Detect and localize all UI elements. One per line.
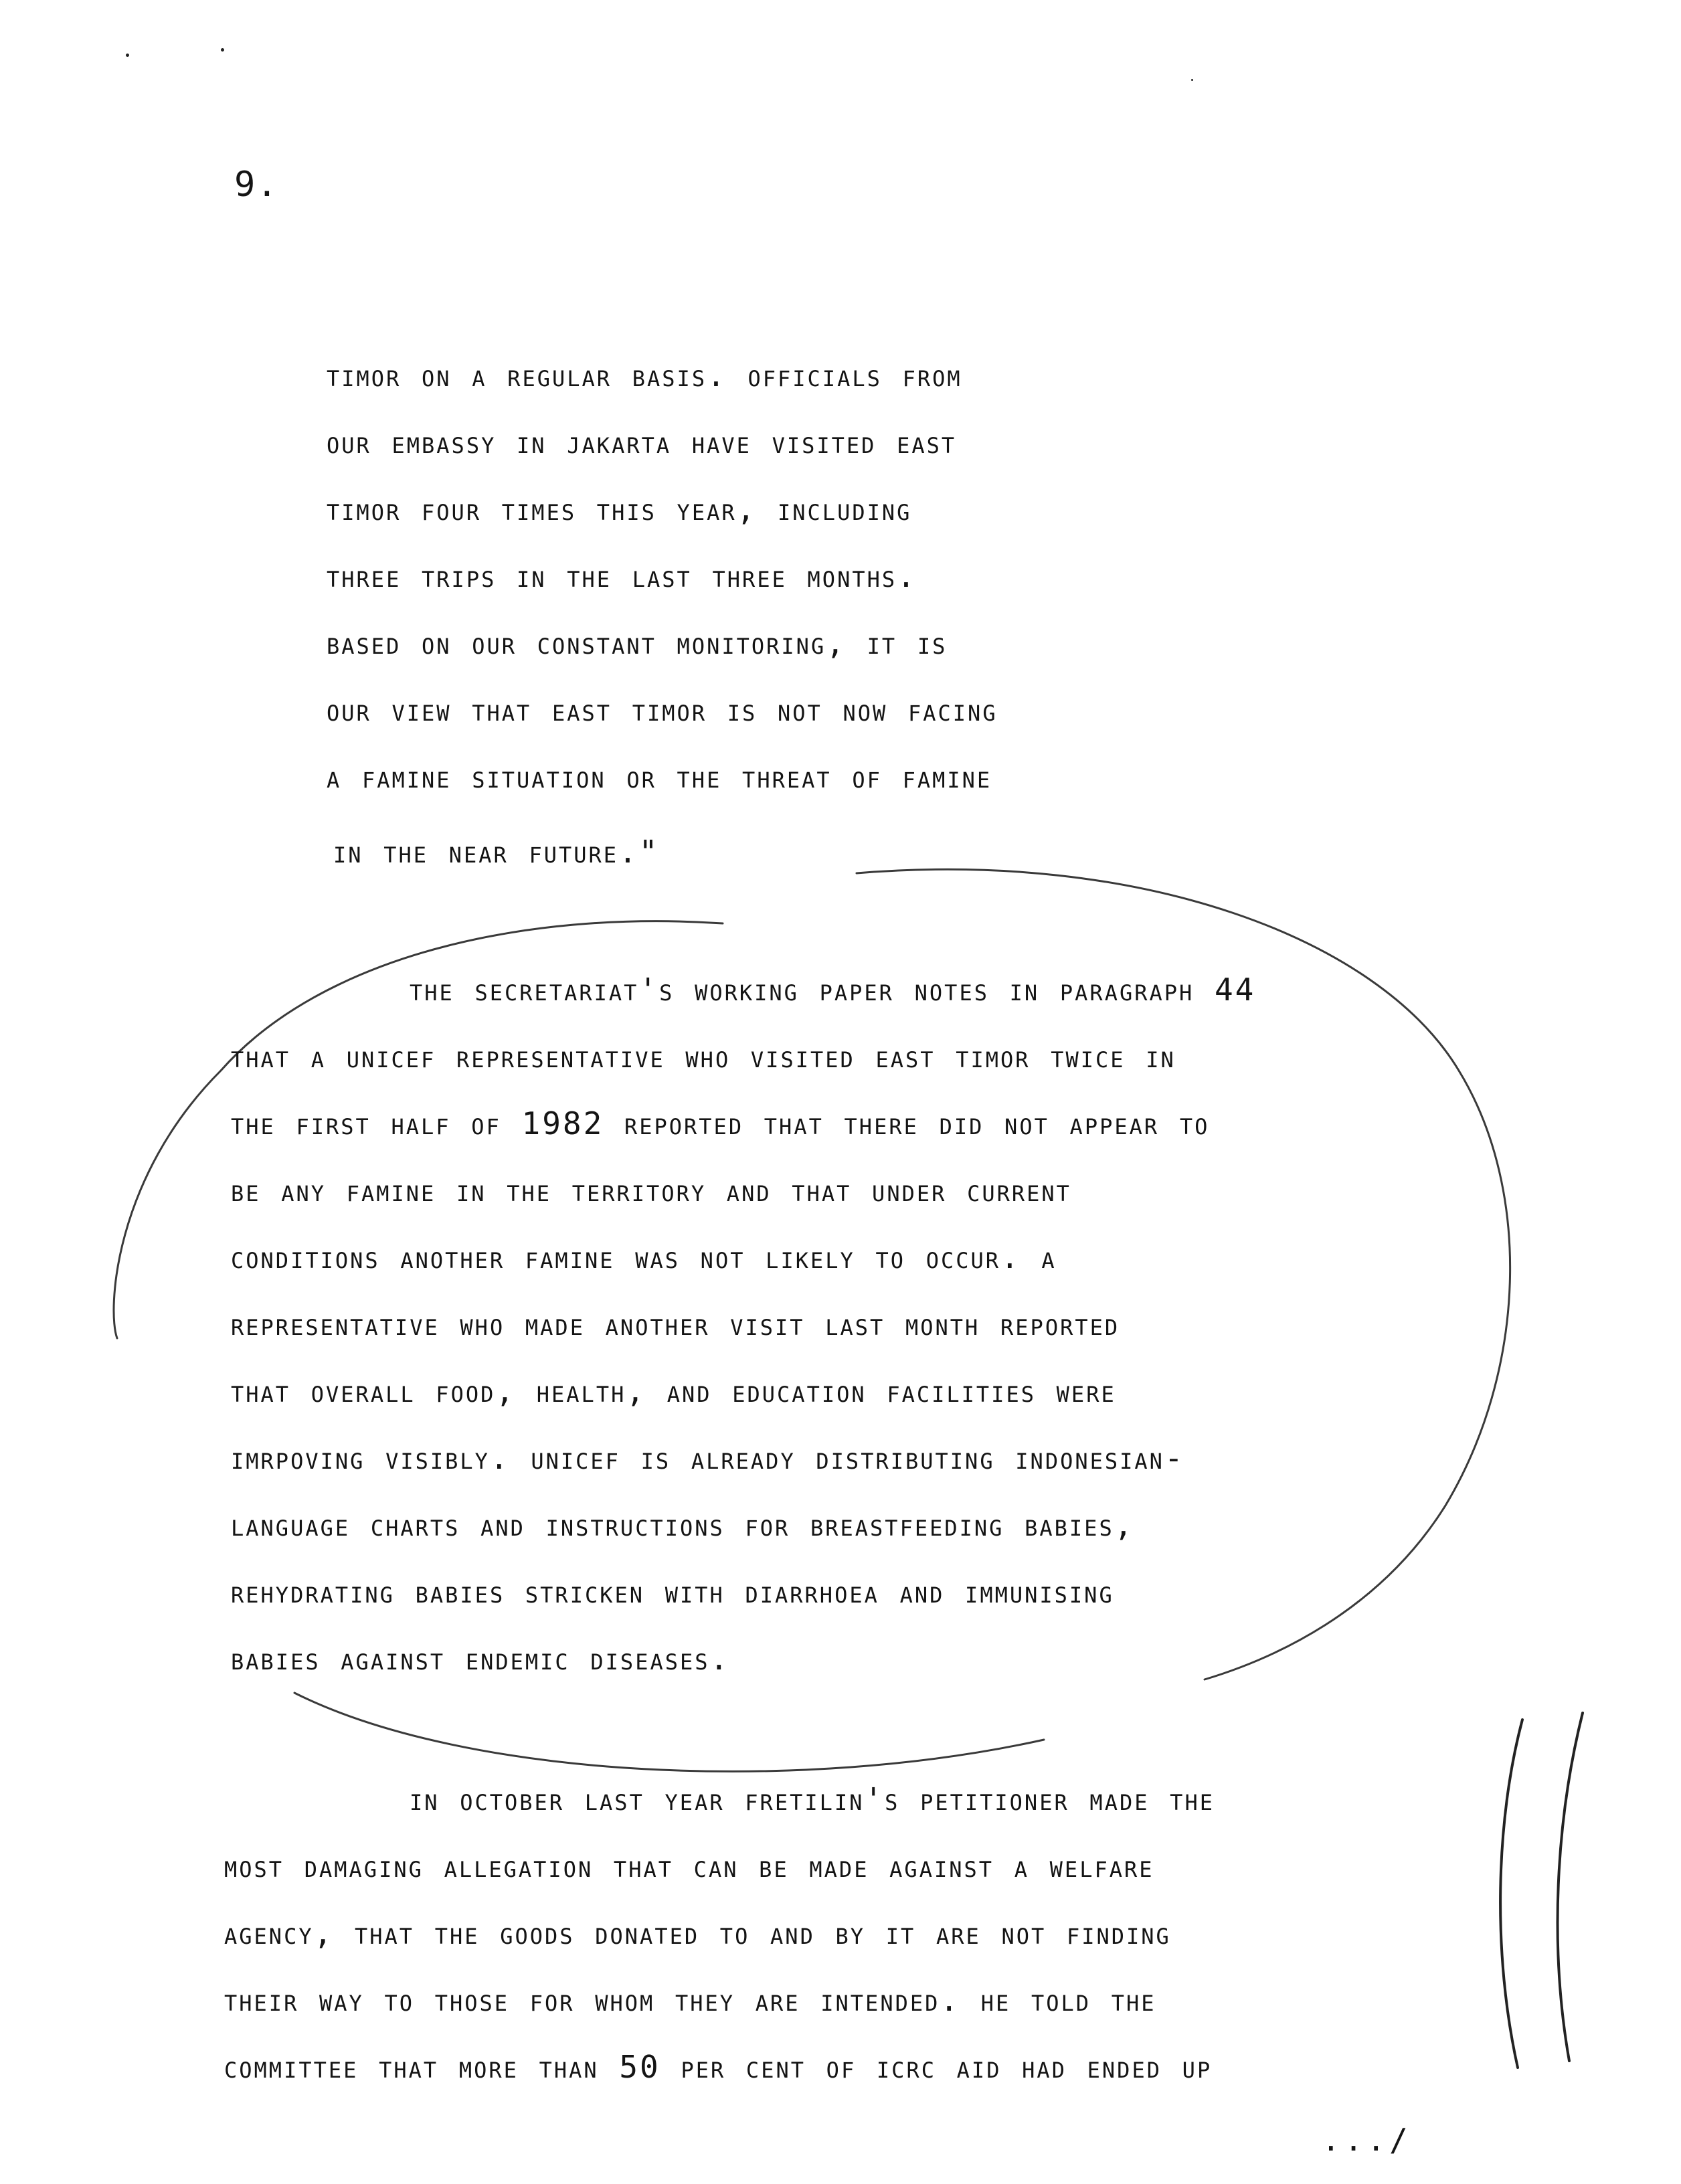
paragraph-line: most damaging allegation that can be made against a welfare [224,1848,1154,1884]
margin-mark-right [1558,1713,1583,2061]
paragraph-line: babies against endemic diseases. [231,1641,731,1677]
paragraph-line: be any famine in the territory and that under current [231,1172,1071,1208]
paragraph-line: representative who made another visit last month reported [231,1306,1120,1342]
quote-line: our embassy in jakarta have visited east [327,424,957,460]
margin-mark-left [1500,1720,1522,2068]
paragraph-line: language charts and instructions for breastfeeding babies, [231,1507,1135,1543]
paragraph-line: imrpoving visibly. unicef is already distributing indonesian- [231,1440,1185,1476]
paragraph-line: agency, that the goods donated to and by it are not finding [224,1915,1171,1951]
quote-line: a famine situation or the threat of famine [327,759,992,795]
paragraph-line: the first half of 1982 reported that there did not appear to [231,1105,1210,1142]
paragraph-line: that a unicef representative who visited east timor twice in [231,1038,1176,1075]
speck [1191,79,1193,81]
quote-line: timor four times this year, including [327,491,912,527]
speck [221,48,224,52]
paragraph-line: rehydrating babies stricken with diarrhoea and immunising [231,1574,1114,1610]
continuation-mark: .../ [1322,2122,1412,2158]
paragraph-line: that overall food, health, and education facilities were [231,1373,1116,1409]
quote-line: based on our constant monitoring, it is [327,625,948,661]
paragraph-line: their way to those for whom they are intended. he told the [224,1982,1156,2018]
quote-line: three trips in the last three months. [327,558,917,594]
quote-line: in the near future." [333,834,660,870]
quote-line: our view that east timor is not now facing [327,692,998,728]
paragraph-line: conditions another famine was not likely to occur. a [231,1239,1057,1275]
quote-line: timor on a regular basis. officials from [327,357,962,393]
page-number: 9. [234,165,279,205]
paragraph-line: committee that more than 50 per cent of icrc aid had ended up [224,2049,1213,2085]
paragraph-line: the secretariat's working paper notes in paragraph 44 [410,972,1256,1008]
paragraph-line: in october last year fretilin's petitioner made the [410,1781,1215,1817]
speck [126,54,129,57]
